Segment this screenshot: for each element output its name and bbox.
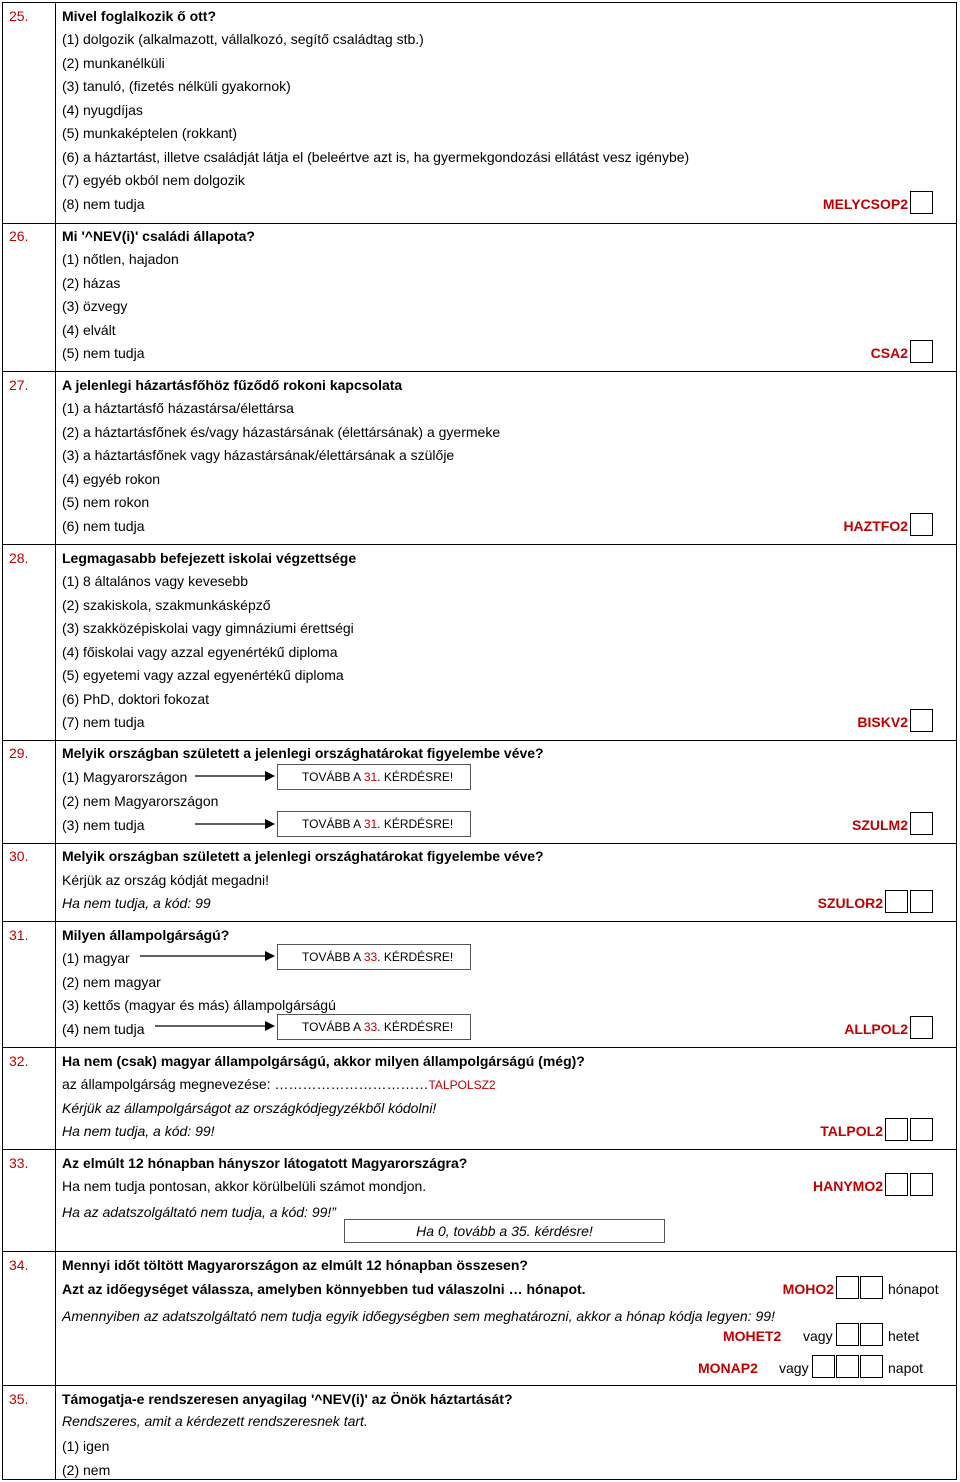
- question-title: A jelenlegi házartásfőhöz fűződő rokoni kapcsolata: [62, 377, 403, 393]
- option: (3) tanuló, (fizetés nélküli gyakornok): [62, 78, 291, 94]
- divider: [2, 921, 957, 922]
- answer-box[interactable]: [910, 191, 933, 214]
- goto-box: TOVÁBB A 33. KÉRDÉSRE!: [277, 944, 471, 970]
- arrow-right-icon: [195, 769, 275, 783]
- option: (1) igen: [62, 1438, 110, 1454]
- variable-code: SZULOR2: [817, 895, 883, 911]
- instruction: Rendszeres, amit a kérdezett rendszeresnek tart.: [62, 1413, 368, 1429]
- option: (1) nőtlen, hajadon: [62, 251, 179, 267]
- answer-box[interactable]: [910, 812, 933, 835]
- variable-code: TALPOL2: [820, 1123, 883, 1139]
- question-number: 32.: [9, 1053, 29, 1069]
- divider: [2, 371, 957, 372]
- option: (3) özvegy: [62, 298, 128, 314]
- question-title: Támogatja-e rendszeresen anyagilag '^NEV(i)' az Önök háztartását?: [62, 1391, 513, 1407]
- divider: [2, 544, 957, 545]
- or-label: vagy: [803, 1328, 833, 1344]
- unit-label: hónapot: [888, 1281, 939, 1297]
- answer-box[interactable]: [910, 513, 933, 536]
- question-title: Mi '^NEV(i)' családi állapota?: [62, 228, 255, 244]
- option: (4) főiskolai vagy azzal egyenértékű diploma: [62, 644, 338, 660]
- goto-box: TOVÁBB A 31. KÉRDÉSRE!: [277, 764, 471, 790]
- question-title: Milyen állampolgárságú?: [62, 927, 230, 943]
- variable-code: MELYCSOP2: [822, 196, 908, 212]
- divider: [2, 1385, 957, 1386]
- question-title: Melyik országban született a jelenlegi országhatárokat figyelembe véve?: [62, 745, 544, 761]
- option: (3) nem tudja: [62, 817, 145, 833]
- option: (7) egyéb okból nem dolgozik: [62, 172, 245, 188]
- variable-code: HAZTFO2: [843, 518, 908, 534]
- option: (6) PhD, doktori fokozat: [62, 691, 210, 707]
- answer-box[interactable]: [885, 1118, 908, 1141]
- answer-box[interactable]: [885, 890, 908, 913]
- answer-box[interactable]: [910, 1173, 933, 1196]
- option: (7) nem tudja: [62, 714, 145, 730]
- unit-label: hetet: [888, 1328, 920, 1344]
- question-number: 28.: [9, 550, 29, 566]
- option: (5) egyetemi vagy azzal egyenértékű diploma: [62, 667, 344, 683]
- divider: [2, 1047, 957, 1048]
- question-title: Mivel foglalkozik ő ott?: [62, 8, 217, 24]
- option: (6) a háztartást, illetve családját látja el (beleértve azt is, ha gyermekgondozási ellátást vesz igénybe): [62, 149, 690, 165]
- arrow-right-icon: [140, 949, 275, 963]
- option: (5) munkaképtelen (rokkant): [62, 125, 238, 141]
- option: (4) elvált: [62, 322, 116, 338]
- instruction: Ha nem tudja pontosan, akkor körülbelüli számot mondjon.: [62, 1178, 427, 1194]
- variable-code: MONAP2: [698, 1360, 758, 1376]
- answer-box[interactable]: [860, 1276, 883, 1299]
- instruction: Azt az időegységet válassza, amelyben könnyebben tud válaszolni … hónapot.: [62, 1281, 586, 1297]
- citizenship-name-line: az állampolgárság megnevezése: ……………………………TALPOLSZ2: [62, 1076, 496, 1092]
- option: (2) nem Magyarországon: [62, 793, 219, 809]
- variable-code: MOHO2: [782, 1281, 834, 1297]
- question-number: 27.: [9, 377, 29, 393]
- divider: [2, 223, 957, 224]
- skip-note-box: Ha 0, tovább a 35. kérdésre!: [344, 1219, 665, 1243]
- answer-box[interactable]: [910, 709, 933, 732]
- option: (1) a háztartásfő házastársa/élettársa: [62, 400, 294, 416]
- question-title: Az elmúlt 12 hónapban hányszor látogatott Magyarországra?: [62, 1155, 468, 1171]
- answer-box[interactable]: [836, 1323, 859, 1346]
- question-number: 31.: [9, 927, 29, 943]
- instruction: Ha nem tudja, a kód: 99: [62, 895, 211, 911]
- goto-box: TOVÁBB A 31. KÉRDÉSRE!: [277, 811, 471, 837]
- question-number: 29.: [9, 745, 29, 761]
- option: (2) a háztartásfőnek és/vagy házastársának (élettársának) a gyermeke: [62, 424, 501, 440]
- divider: [2, 1251, 957, 1252]
- option: (2) munkanélküli: [62, 55, 165, 71]
- question-number: 35.: [9, 1391, 29, 1407]
- question-number: 34.: [9, 1257, 29, 1273]
- question-number: 30.: [9, 848, 29, 864]
- goto-box: TOVÁBB A 33. KÉRDÉSRE!: [277, 1014, 471, 1040]
- arrow-right-icon: [195, 817, 275, 831]
- option: (2) házas: [62, 275, 121, 291]
- answer-box[interactable]: [910, 1016, 933, 1039]
- instruction: Ha az adatszolgáltató nem tudja, a kód: 99!”: [62, 1204, 336, 1220]
- variable-code: ALLPOL2: [844, 1021, 908, 1037]
- option: (3) kettős (magyar és más) állampolgárságú: [62, 997, 336, 1013]
- option: (8) nem tudja: [62, 196, 145, 212]
- answer-box[interactable]: [885, 1173, 908, 1196]
- question-title: Legmagasabb befejezett iskolai végzettsége: [62, 550, 357, 566]
- answer-box[interactable]: [836, 1276, 859, 1299]
- option: (2) nem magyar: [62, 974, 161, 990]
- divider: [2, 843, 957, 844]
- variable-code: SZULM2: [852, 817, 908, 833]
- instruction: Amennyiben az adatszolgáltató nem tudja egyik időegységben sem meghatározni, akkor a hónap kódja legyen: 99!: [62, 1308, 775, 1324]
- arrow-right-icon: [155, 1019, 275, 1033]
- variable-code: HANYMO2: [812, 1178, 883, 1194]
- answer-box[interactable]: [910, 890, 933, 913]
- answer-box[interactable]: [812, 1355, 835, 1378]
- variable-code: BISKV2: [857, 714, 908, 730]
- question-title: Ha nem (csak) magyar állampolgárságú, akkor milyen állampolgárságú (még)?: [62, 1053, 585, 1069]
- option: (1) Magyarországon: [62, 769, 188, 785]
- option: (1) dolgozik (alkalmazott, vállalkozó, segítő családtag stb.): [62, 31, 424, 47]
- answer-box[interactable]: [860, 1355, 883, 1378]
- question-title: Mennyi időt töltött Magyarországon az elmúlt 12 hónapban összesen?: [62, 1257, 528, 1273]
- option: (6) nem tudja: [62, 518, 145, 534]
- divider: [2, 1149, 957, 1150]
- answer-box[interactable]: [910, 340, 933, 363]
- question-number: 25.: [9, 8, 29, 24]
- option: (3) szakközépiskolai vagy gimnáziumi érettségi: [62, 620, 354, 636]
- answer-box[interactable]: [910, 1118, 933, 1141]
- question-number: 26.: [9, 228, 29, 244]
- question-number: 33.: [9, 1155, 29, 1171]
- answer-box[interactable]: [860, 1323, 883, 1346]
- divider: [2, 740, 957, 741]
- instruction: Kérjük az állampolgárságot az országkódjegyzékből kódolni!: [62, 1100, 437, 1116]
- or-label: vagy: [779, 1360, 809, 1376]
- option: (4) nem tudja: [62, 1021, 145, 1037]
- option: (2) szakiskola, szakmunkásképző: [62, 597, 271, 613]
- option: (5) nem tudja: [62, 345, 145, 361]
- question-title: Melyik országban született a jelenlegi országhatárokat figyelembe véve?: [62, 848, 544, 864]
- instruction: Kérjük az ország kódját megadni!: [62, 872, 269, 888]
- option: (3) a háztartásfőnek vagy házastársának/élettársának a szülője: [62, 447, 455, 463]
- unit-label: napot: [888, 1360, 924, 1376]
- instruction: Ha nem tudja, a kód: 99!: [62, 1123, 215, 1139]
- option: (5) nem rokon: [62, 494, 150, 510]
- answer-box[interactable]: [836, 1355, 859, 1378]
- option: (1) magyar: [62, 950, 130, 966]
- variable-code: CSA2: [870, 345, 908, 361]
- option: (4) egyéb rokon: [62, 471, 161, 487]
- option: (1) 8 általános vagy kevesebb: [62, 573, 248, 589]
- option: (2) nem: [62, 1462, 111, 1478]
- variable-code: MOHET2: [723, 1328, 782, 1344]
- option: (4) nyugdíjas: [62, 102, 143, 118]
